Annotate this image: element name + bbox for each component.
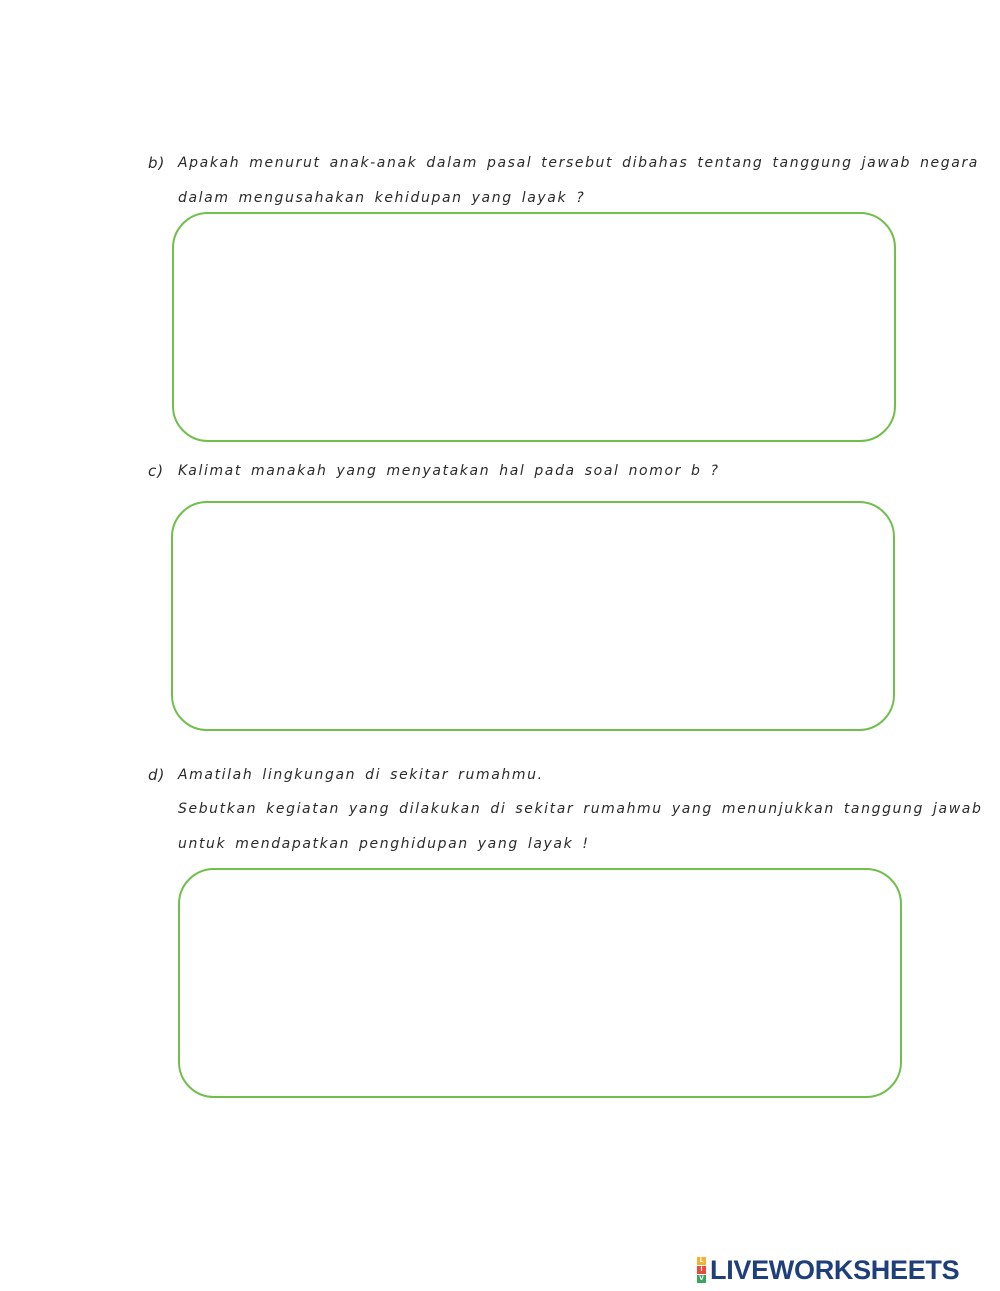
question-text-line: Apakah menurut anak-anak dalam pasal tersebut dibahas tentang tanggung jawab negara	[178, 155, 979, 171]
question-letter: c)	[148, 462, 165, 480]
question-text-line: Amatilah lingkungan di sekitar rumahmu.	[178, 767, 544, 783]
answer-input-d[interactable]	[180, 870, 900, 1096]
logo-blocks-icon	[697, 1257, 706, 1283]
logo-block: I	[697, 1266, 706, 1274]
answer-box-c[interactable]	[171, 501, 895, 731]
question-text-line: Sebutkan kegiatan yang dilakukan di sekitar rumahmu yang menunjukkan tanggung jawab	[178, 801, 983, 817]
answer-box-d[interactable]	[178, 868, 902, 1098]
answer-box-b[interactable]	[172, 212, 896, 442]
liveworksheets-logo	[697, 1255, 959, 1285]
question-letter: b)	[148, 154, 166, 172]
question-text-line: Kalimat manakah yang menyatakan hal pada soal nomor b ?	[178, 463, 720, 479]
answer-input-b[interactable]	[174, 214, 894, 440]
question-letter: d)	[148, 766, 166, 784]
logo-block: L	[697, 1257, 706, 1265]
logo-block: V	[697, 1275, 706, 1283]
logo-text: LIVEWORKSHEETS	[710, 1254, 960, 1285]
answer-input-c[interactable]	[173, 503, 893, 729]
question-text-line: dalam mengusahakan kehidupan yang layak ?	[178, 190, 586, 206]
question-text-line: untuk mendapatkan penghidupan yang layak !	[178, 836, 590, 852]
